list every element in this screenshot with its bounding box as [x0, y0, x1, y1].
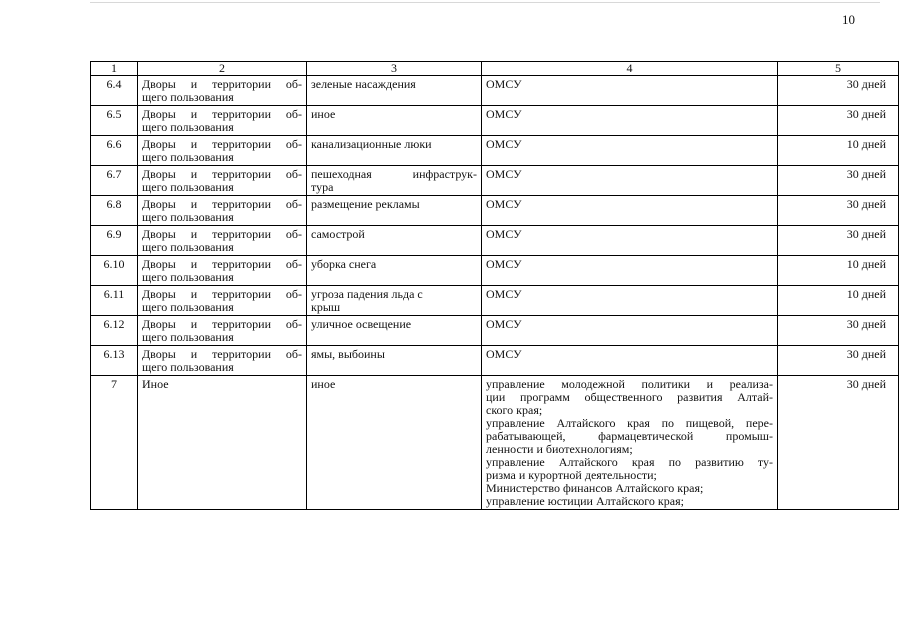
cell-line: управление Алтайского края по развитию ту-	[486, 455, 773, 469]
cell-line: угроза падения льда с	[311, 287, 423, 301]
cell-line: размещение рекламы	[311, 197, 420, 211]
cell-line: ОМСУ	[486, 197, 522, 211]
cell-line: ОМСУ	[486, 167, 522, 181]
cell-line: щего пользования	[142, 270, 234, 284]
cell-line: Дворы и территории об-	[142, 167, 302, 181]
cell-line: ОМСУ	[486, 107, 522, 121]
row-number: 7	[91, 376, 138, 510]
cell-line: Дворы и территории об-	[142, 77, 302, 91]
topic-cell	[307, 226, 482, 256]
cell-line: щего пользования	[142, 180, 234, 194]
table-row	[91, 256, 899, 286]
cell-line: ОМСУ	[486, 347, 522, 361]
cell-line: Министерство финансов Алтайского края;	[486, 481, 704, 495]
row-number: 6.9	[91, 226, 138, 256]
cell-line: щего пользования	[142, 330, 234, 344]
topic-cell	[307, 256, 482, 286]
term-cell: 30 дней	[778, 106, 899, 136]
scan-artifact-line	[90, 2, 880, 3]
cell-line: ленности и биотехнологиям;	[486, 442, 633, 456]
responsible-cell	[482, 256, 778, 286]
cell-line: щего пользования	[142, 120, 234, 134]
cell-line: Иное	[142, 377, 169, 391]
cell-line: Дворы и территории об-	[142, 227, 302, 241]
table-row	[91, 76, 899, 106]
cell-line: Дворы и территории об-	[142, 137, 302, 151]
category-cell	[138, 76, 307, 106]
category-cell	[138, 226, 307, 256]
table-row	[91, 346, 899, 376]
category-cell	[138, 376, 307, 510]
cell-line: щего пользования	[142, 150, 234, 164]
cell-line: иное	[311, 107, 336, 121]
category-cell	[138, 256, 307, 286]
requests-table	[90, 61, 899, 510]
table-row	[91, 196, 899, 226]
topic-cell	[307, 76, 482, 106]
cell-line: тура	[311, 180, 334, 194]
cell-line: ямы, выбоины	[311, 347, 385, 361]
cell-line: уличное освещение	[311, 317, 412, 331]
cell-line: ризма и курортной деятельности;	[486, 468, 657, 482]
table-row	[91, 136, 899, 166]
page-number: 10	[842, 12, 855, 27]
table-row	[91, 166, 899, 196]
row-number: 6.5	[91, 106, 138, 136]
cell-line: ОМСУ	[486, 287, 522, 301]
cell-line: Дворы и территории об-	[142, 197, 302, 211]
topic-cell	[307, 106, 482, 136]
responsible-cell	[482, 286, 778, 316]
term-cell: 10 дней	[778, 286, 899, 316]
cell-line: Дворы и территории об-	[142, 287, 302, 301]
category-cell	[138, 166, 307, 196]
responsible-cell	[482, 136, 778, 166]
table-row	[91, 376, 899, 510]
category-cell	[138, 286, 307, 316]
category-cell	[138, 106, 307, 136]
row-number: 6.11	[91, 286, 138, 316]
cell-line: управление юстиции Алтайского края;	[486, 494, 684, 508]
row-number: 6.6	[91, 136, 138, 166]
header-cell: 1	[91, 62, 138, 76]
responsible-cell	[482, 226, 778, 256]
responsible-cell	[482, 76, 778, 106]
cell-line: канализационные люки	[311, 137, 432, 151]
row-number: 6.13	[91, 346, 138, 376]
responsible-cell	[482, 346, 778, 376]
cell-line: ОМСУ	[486, 137, 522, 151]
cell-line: Дворы и территории об-	[142, 257, 302, 271]
topic-cell	[307, 376, 482, 510]
cell-line: щего пользования	[142, 360, 234, 374]
header-cell: 5	[778, 62, 899, 76]
responsible-cell	[482, 376, 778, 510]
category-cell	[138, 196, 307, 226]
cell-line: самострой	[311, 227, 365, 241]
cell-line: ОМСУ	[486, 77, 522, 91]
term-cell: 30 дней	[778, 76, 899, 106]
cell-line: зеленые насаждения	[311, 77, 416, 91]
cell-line: щего пользования	[142, 210, 234, 224]
topic-cell	[307, 196, 482, 226]
responsible-cell	[482, 196, 778, 226]
table-row	[91, 106, 899, 136]
header-cell: 2	[138, 62, 307, 76]
header-cell: 3	[307, 62, 482, 76]
responsible-cell	[482, 106, 778, 136]
topic-cell	[307, 286, 482, 316]
topic-cell	[307, 166, 482, 196]
cell-line: ОМСУ	[486, 227, 522, 241]
category-cell	[138, 316, 307, 346]
cell-line: щего пользования	[142, 90, 234, 104]
table-row	[91, 316, 899, 346]
responsible-cell	[482, 316, 778, 346]
row-number: 6.12	[91, 316, 138, 346]
cell-line: управление молодежной политики и реализа-	[486, 377, 773, 391]
responsible-cell	[482, 166, 778, 196]
term-cell: 30 дней	[778, 226, 899, 256]
header-cell: 4	[482, 62, 778, 76]
term-cell: 10 дней	[778, 256, 899, 286]
cell-line: пешеходная инфраструк-	[311, 167, 477, 181]
topic-cell	[307, 136, 482, 166]
category-cell	[138, 136, 307, 166]
term-cell: 30 дней	[778, 316, 899, 346]
cell-line: иное	[311, 377, 336, 391]
cell-line: рабатывающей, фармацевтической промыш-	[486, 429, 773, 443]
cell-line: управление Алтайского края по пищевой, пере-	[486, 416, 773, 430]
row-number: 6.8	[91, 196, 138, 226]
row-number: 6.7	[91, 166, 138, 196]
term-cell: 30 дней	[778, 166, 899, 196]
row-number: 6.4	[91, 76, 138, 106]
table-row	[91, 286, 899, 316]
table-header-row	[91, 62, 899, 76]
table-row	[91, 226, 899, 256]
term-cell: 30 дней	[778, 346, 899, 376]
cell-line: Дворы и территории об-	[142, 317, 302, 331]
term-cell: 30 дней	[778, 376, 899, 510]
cell-line: ции программ общественного развития Алтай-	[486, 390, 773, 404]
topic-cell	[307, 316, 482, 346]
cell-line: уборка снега	[311, 257, 377, 271]
cell-line: ОМСУ	[486, 317, 522, 331]
cell-line: ОМСУ	[486, 257, 522, 271]
term-cell: 30 дней	[778, 196, 899, 226]
cell-line: крыш	[311, 300, 341, 314]
category-cell	[138, 346, 307, 376]
cell-line: ского края;	[486, 403, 543, 417]
topic-cell	[307, 346, 482, 376]
cell-line: щего пользования	[142, 300, 234, 314]
cell-line: Дворы и территории об-	[142, 107, 302, 121]
row-number: 6.10	[91, 256, 138, 286]
term-cell: 10 дней	[778, 136, 899, 166]
cell-line: щего пользования	[142, 240, 234, 254]
cell-line: Дворы и территории об-	[142, 347, 302, 361]
